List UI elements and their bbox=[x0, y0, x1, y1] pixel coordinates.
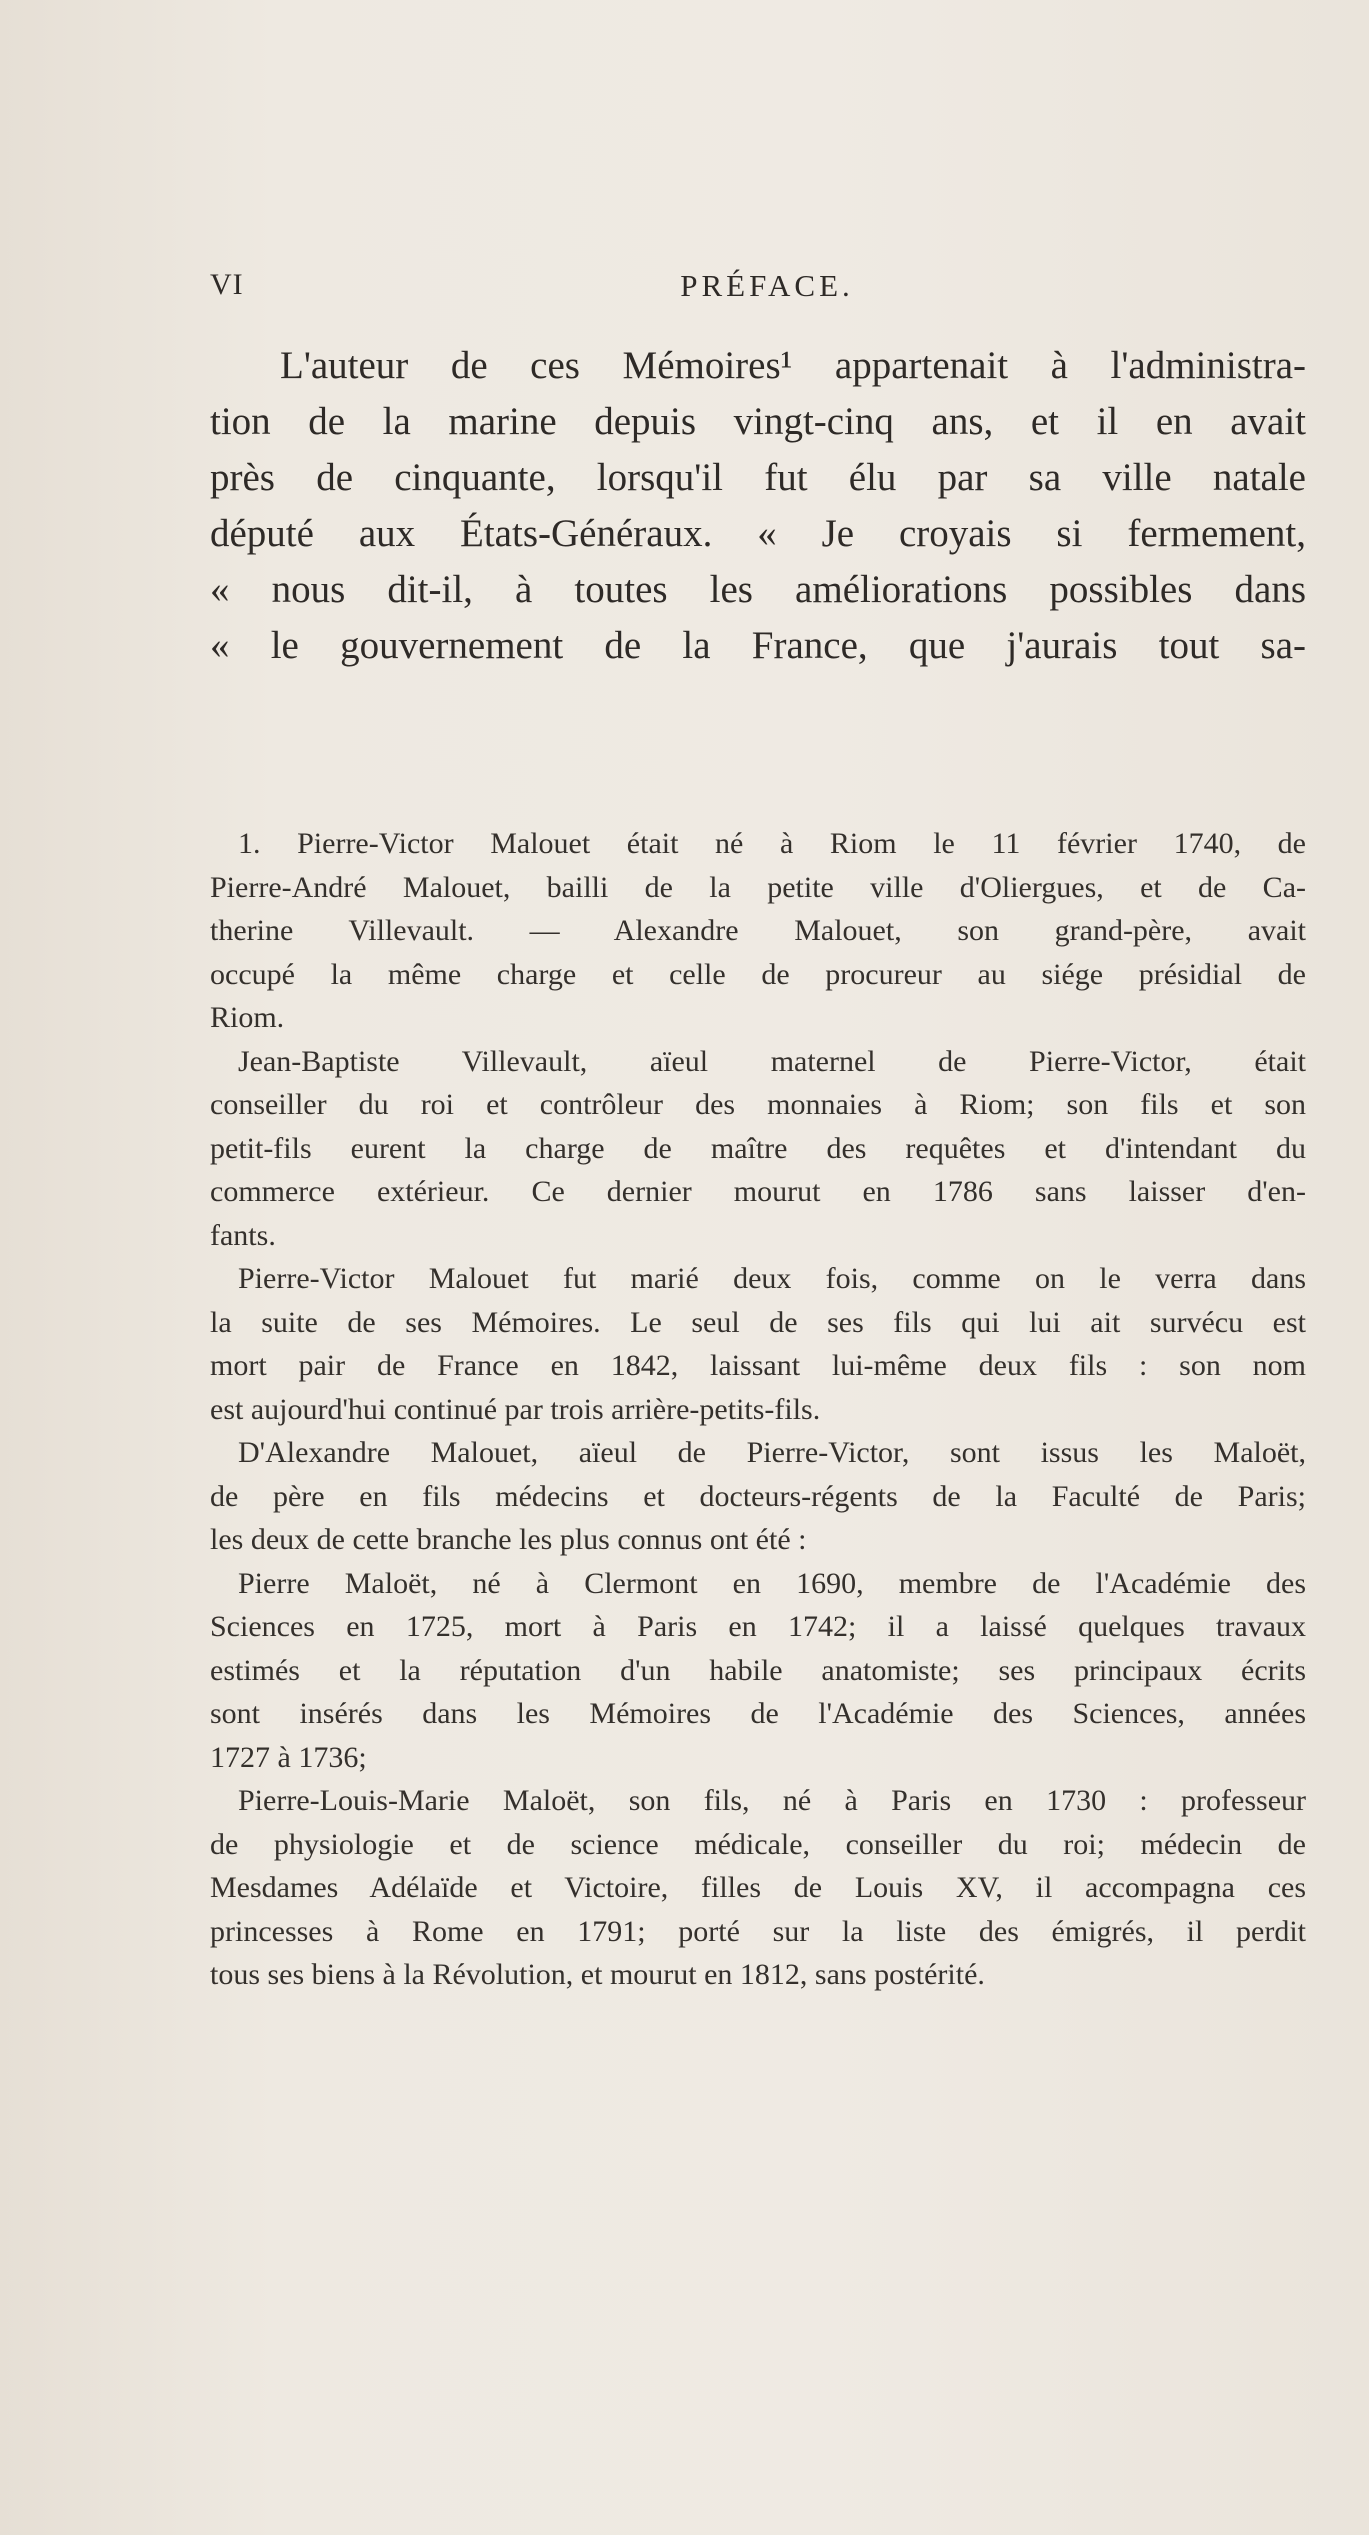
footnote-line: tous ses biens à la Révolution, et mourut en 1812, sans postérité. bbox=[210, 1958, 985, 1991]
footnote-paragraph-1 bbox=[210, 822, 1306, 1040]
footnote-paragraph-4 bbox=[210, 1431, 1306, 1562]
main-line: « le gouvernement de la France, que j'aurais tout sa- bbox=[210, 624, 1306, 667]
footnote-line: Pierre-Victor Malouet fut marié deux fois, comme on le verra dans bbox=[238, 1262, 1306, 1295]
footnote-line: 1. Pierre-Victor Malouet était né à Riom le 11 février 1740, de bbox=[238, 827, 1306, 860]
footnote-line: princesses à Rome en 1791; porté sur la liste des émigrés, il perdit bbox=[210, 1914, 1306, 1948]
footnote-line: Sciences en 1725, mort à Paris en 1742; il a laissé quelques travaux bbox=[210, 1610, 1306, 1643]
footnote-line: conseiller du roi et contrôleur des monnaies à Riom; son fils et son bbox=[210, 1088, 1306, 1121]
footnote-line: commerce extérieur. Ce dernier mourut en 1786 sans laisser d'en- bbox=[210, 1175, 1306, 1208]
footnotes bbox=[210, 822, 1306, 1997]
footnote-line: est aujourd'hui continué par trois arrière-petits-fils. bbox=[210, 1392, 821, 1426]
main-line: L'auteur de ces Mémoires¹ appartenait à l'administra- bbox=[280, 344, 1306, 387]
footnote-line: Pierre-André Malouet, bailli de la petite ville d'Oliergues, et de Ca- bbox=[210, 870, 1306, 904]
footnote-line: Pierre Maloët, né à Clermont en 1690, membre de l'Académie des bbox=[238, 1566, 1306, 1600]
footnote-line: de père en fils médecins et docteurs-régents de la Faculté de Paris; bbox=[210, 1479, 1306, 1513]
footnote-line: therine Villevault. — Alexandre Malouet, son grand-père, avait bbox=[210, 914, 1306, 947]
footnote-line: occupé la même charge et celle de procureur au siége présidial de bbox=[210, 957, 1306, 991]
footnote-line: la suite de ses Mémoires. Le seul de ses fils qui lui ait survécu est bbox=[210, 1305, 1306, 1339]
main-line: « nous dit-il, à toutes les améliorations possibles dans bbox=[210, 568, 1306, 611]
main-line: tion de la marine depuis vingt-cinq ans, et il en avait bbox=[210, 400, 1306, 443]
footnote-line: mort pair de France en 1842, laissant lui-même deux fils : son nom bbox=[210, 1349, 1306, 1382]
footnote-line: petit-fils eurent la charge de maître des requêtes et d'intendant du bbox=[210, 1131, 1306, 1165]
footnote-line: Riom. bbox=[210, 1001, 285, 1034]
footnote-line: estimés et la réputation d'un habile anatomiste; ses principaux écrits bbox=[210, 1653, 1306, 1687]
footnote-line: sont insérés dans les Mémoires de l'Académie des Sciences, années bbox=[210, 1697, 1306, 1730]
main-paragraph bbox=[210, 338, 1306, 674]
footnote-line: fants. bbox=[210, 1218, 276, 1252]
footnote-line: de physiologie et de science médicale, conseiller du roi; médecin de bbox=[210, 1827, 1306, 1861]
page-number: VI bbox=[210, 268, 244, 301]
page-header bbox=[210, 268, 1360, 308]
footnote-line: Jean-Baptiste Villevault, aïeul maternel de Pierre-Victor, était bbox=[238, 1044, 1306, 1078]
running-title: PRÉFACE. bbox=[680, 268, 854, 303]
main-line: député aux États-Généraux. « Je croyais si fermement, bbox=[210, 512, 1306, 555]
footnote-line: les deux de cette branche les plus connus ont été : bbox=[210, 1523, 807, 1556]
footnote-line: 1727 à 1736; bbox=[210, 1740, 367, 1774]
footnote-paragraph-6 bbox=[210, 1779, 1306, 1997]
footnote-line: Pierre-Louis-Marie Maloët, son fils, né à Paris en 1730 : professeur bbox=[238, 1784, 1306, 1817]
footnote-paragraph-5 bbox=[210, 1562, 1306, 1780]
footnote-line: Mesdames Adélaïde et Victoire, filles de Louis XV, il accompagna ces bbox=[210, 1871, 1306, 1904]
footnote-paragraph-2 bbox=[210, 1040, 1306, 1258]
footnote-line: D'Alexandre Malouet, aïeul de Pierre-Victor, sont issus les Maloët, bbox=[238, 1436, 1306, 1469]
footnote-paragraph-3 bbox=[210, 1257, 1306, 1431]
main-line: près de cinquante, lorsqu'il fut élu par sa ville natale bbox=[210, 456, 1306, 499]
